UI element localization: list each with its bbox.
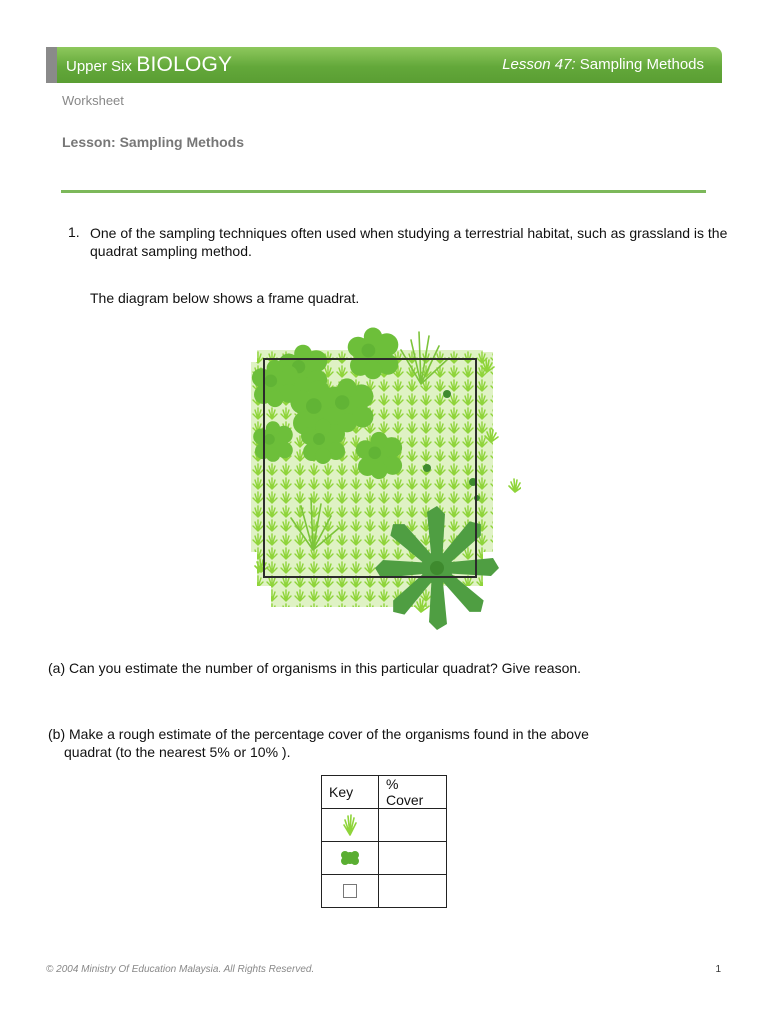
empty-square-icon — [342, 883, 358, 899]
part-b-line-1: (b) Make a rough estimate of the percentage cover of the organisms found in the above — [48, 726, 589, 742]
cover-cell[interactable] — [379, 842, 447, 875]
course-title — [66, 53, 232, 77]
diagram-intro: The diagram below shows a frame quadrat. — [90, 290, 360, 306]
key-cell — [322, 842, 379, 875]
key-cell — [322, 809, 379, 842]
question-text: One of the sampling techniques often used when studying a terrestrial habitat, such as grassland is the quadrat sampling method. — [90, 225, 728, 259]
table-row — [322, 875, 447, 908]
footer-copyright: © 2004 Ministry Of Education Malaysia. All Rights Reserved. — [46, 964, 315, 975]
lesson-heading — [502, 56, 704, 73]
course-prefix: Upper Six — [66, 58, 132, 75]
lesson-number: Lesson 47: — [502, 56, 576, 73]
page-number: 1 — [715, 964, 721, 975]
table-row — [322, 842, 447, 875]
header-banner — [46, 47, 722, 83]
quadrat-diagram — [251, 322, 521, 642]
question-number: 1. — [68, 224, 80, 240]
banner-edge — [46, 47, 57, 83]
part-a-question: (a) Can you estimate the number of organisms in this particular quadrat? Give reason. — [48, 660, 582, 676]
worksheet-label: Worksheet — [62, 93, 124, 108]
table-header-row — [322, 776, 447, 809]
key-cell — [322, 875, 379, 908]
lesson-title: Lesson: Sampling Methods — [62, 134, 245, 150]
percentage-cover-table — [321, 775, 447, 908]
table-row — [322, 809, 447, 842]
header-cover: % Cover — [379, 776, 447, 809]
header-key: Key — [322, 776, 379, 809]
part-b-question — [48, 725, 608, 761]
course-subject: BIOLOGY — [136, 53, 233, 76]
cover-cell[interactable] — [379, 809, 447, 842]
divider-rule — [61, 190, 706, 193]
lesson-name: Sampling Methods — [579, 56, 704, 73]
cover-cell[interactable] — [379, 875, 447, 908]
grass-tuft-icon — [342, 814, 358, 836]
moss-clump-icon — [340, 849, 360, 867]
part-b-line-2: quadrat (to the nearest 5% or 10% ). — [64, 744, 291, 760]
